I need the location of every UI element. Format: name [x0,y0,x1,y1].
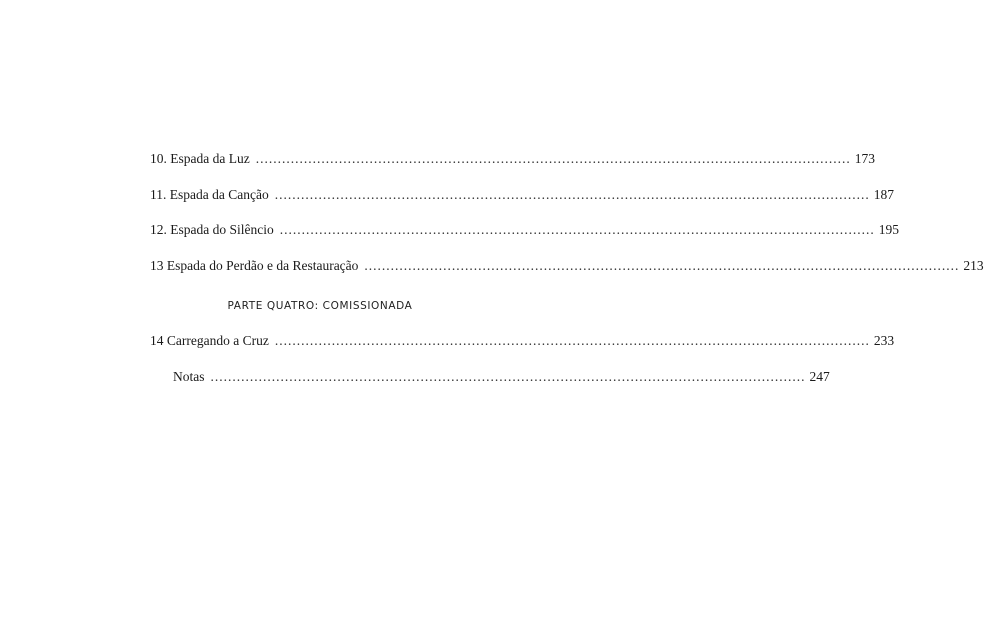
toc-entry [150,258,984,274]
dot-leader: ........................................................................................................................................ [279,222,875,237]
dot-leader: ........................................................................................................................................ [274,187,870,202]
toc-entry [150,333,895,349]
toc-entry-page: 187 [873,187,894,202]
toc-entry [150,151,875,167]
dot-leader: ........................................................................................................................................ [210,369,806,384]
toc-entry [150,187,894,203]
toc-entry-page: 233 [873,333,895,348]
toc-entry-title: 11. Espada da Canção [150,187,269,202]
toc-entry [150,222,899,238]
toc-entry-title: 12. Espada do Silêncio [150,222,274,237]
toc-entry-page: 173 [854,151,875,166]
dot-leader: ........................................................................................................................................ [255,151,851,166]
toc-entry-page: 247 [809,369,830,384]
toc-entry-page: 213 [963,258,984,273]
toc-entry-page: 195 [878,222,899,237]
toc-entry-title: 13 Espada do Perdão e da Restauração [150,258,359,273]
dot-leader: ........................................................................................................................................ [274,333,870,348]
section-heading: PARTE QUATRO: COMISSIONADA [227,300,413,312]
toc-entry [173,369,830,385]
toc-entry-title: 14 Carregando a Cruz [150,333,269,348]
toc-entry-title: 10. Espada da Luz [150,151,250,166]
dot-leader: ........................................................................................................................................ [364,258,960,273]
toc-entry-title: Notas [173,369,205,384]
